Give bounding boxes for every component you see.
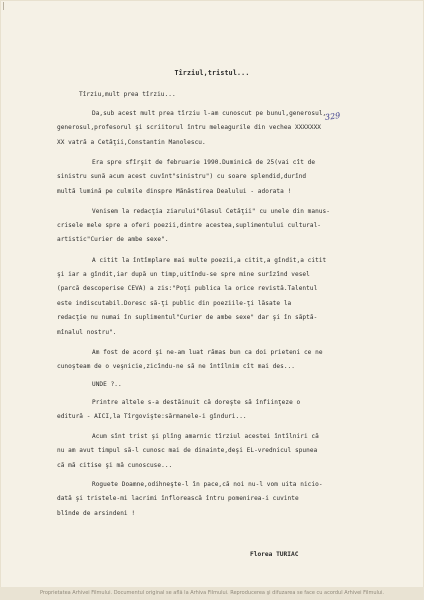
text-line: A citit la întîmplare mai multe poezii,a citit,a gîndit,a citit [92, 257, 327, 264]
footer-text: Proprietatea Arhivei Filmului. Documentul original se află la Arhiva Filmului. Reproducerea şi difuzarea se face cu acordul Arhivei Filmului. [39, 590, 385, 596]
text-line: Tîrziu,mult prea tîrziu... [79, 91, 176, 98]
handwritten-page-number: 329 [324, 110, 341, 123]
text-line: Acum sînt trist şi plîng amarnic tîrziul acestei întîlniri că [92, 433, 319, 440]
text-line: generosul,profesorul şi scriitorul întru meleagurile din vechea XXXXXXX [57, 124, 322, 131]
corner-mark [3, 2, 10, 10]
text-line: crisele mele spre a oferi poezii,dintre acestea,suplimentului cultural- [57, 222, 322, 229]
text-line: Am fost de acord şi ne-am luat rămas bun ca doi prieteni ce ne [92, 349, 323, 356]
text-line: multă lumină pe culmile dinspre Mănăstirea Dealului - adorata ! [57, 188, 292, 195]
text-line: artistic"Curier de ambe sexe". [57, 236, 169, 243]
text-line: cunoşteam de o veşnicie,zicîndu-ne să ne întîlnim cît mai des... [57, 363, 295, 370]
text-line: este indiscutabil.Doresc să-ţi public din poeziile-ţi lăsate la [57, 300, 292, 307]
text-line: Roguete Doamne,odihneşte-l în pace,că noi nu-l vom uita nicio- [92, 481, 323, 488]
author-signature: Florea TURIAC [250, 551, 299, 558]
text-line: Era spre sfîrşit de februarie 1990.Duminică de 25(vai cît de [92, 159, 316, 166]
archive-footer [0, 587, 424, 600]
text-line: XX vatră a Cetăţii,Constantin Manolescu. [57, 139, 206, 146]
text-line: că mă citise şi mă cunoscuse... [57, 462, 173, 469]
text-line: blînde de arsindeni ! [57, 510, 136, 517]
text-line: editură - AICI,la Tîrgovişte:sărmanele-i gînduri... [57, 413, 247, 420]
text-line: Da,sub acest mult prea tîrziu l-am cunoscut pe bunul,generosul, [92, 110, 327, 117]
text-line: mînalul nostru". [57, 329, 117, 336]
text-line: dată şi tristele-mi lacrimi înflorească întru pomenirea-i cuvinte [57, 495, 299, 502]
text-line: UNDE ?.. [92, 381, 122, 388]
text-line: (parcă descoperise CEVA) a zis:"Poţi publica la orice revistă.Talentul [57, 285, 318, 292]
text-line: şi iar a gîndit,iar după un timp,uitîndu-se spre mine surîzînd vesel [57, 271, 310, 278]
text-line: Venisem la redacţia ziarului"Glasul Cetăţii" cu unele din manus- [92, 208, 330, 215]
text-line: sinistru sună acum acest cuvînt"sinistru") cu soare splendid,durînd [57, 173, 307, 180]
document-title: Tîrziul,tristul... [174, 69, 250, 77]
text-line: nu am avut timpul să-l cunosc mai de dinainte,deşi EL-vrednicul spunea [57, 447, 318, 454]
text-line: redacţie nu numai în suplimentul"Curier de ambe sexe" dar şi în săptă- [57, 314, 318, 321]
text-line: Printre altele s-a destăinuit că doreşte să înfiinţeze o [92, 399, 301, 406]
